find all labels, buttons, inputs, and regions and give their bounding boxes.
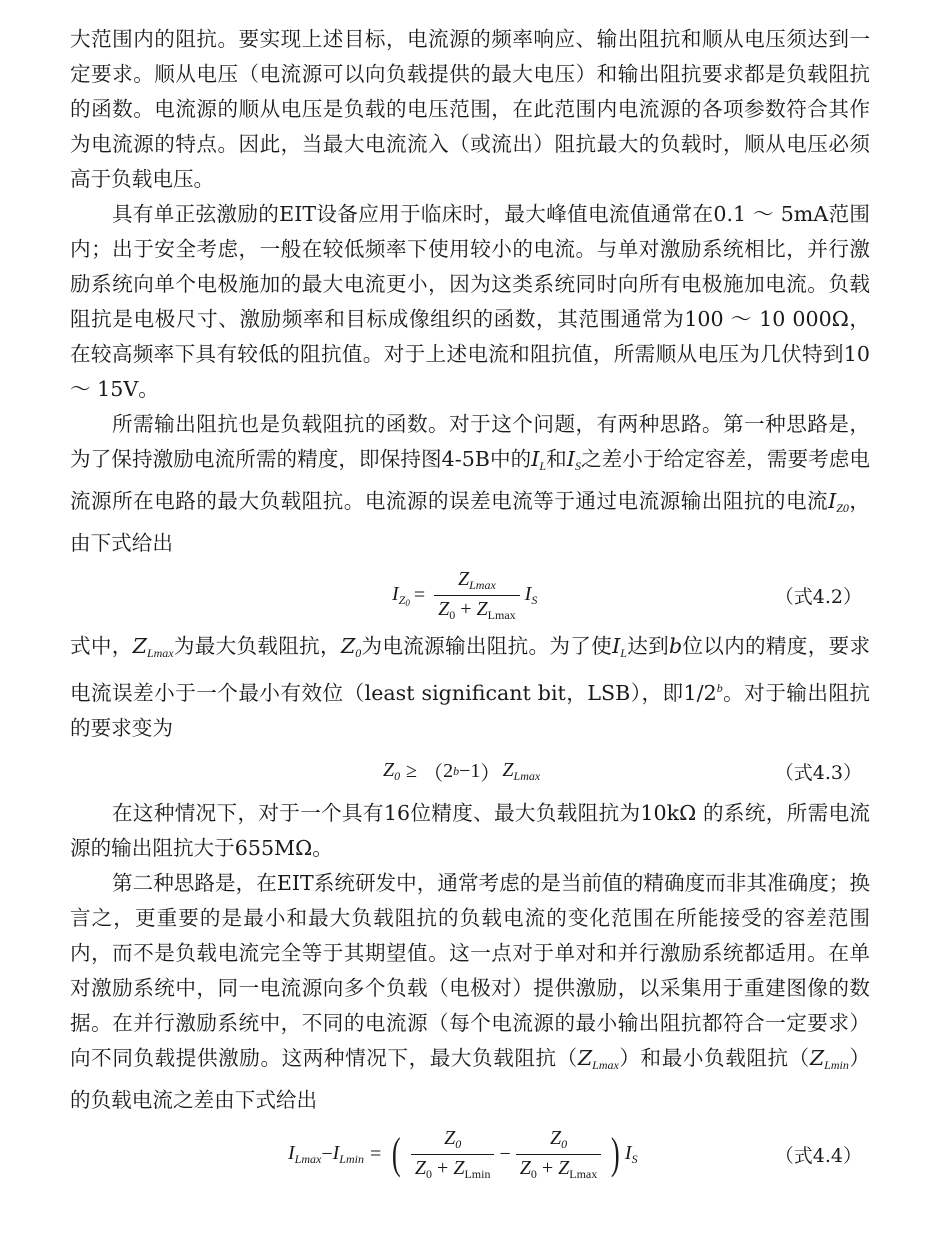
sym-I-L-2: $I_L$ bbox=[612, 634, 627, 660]
paragraph-6 bbox=[70, 866, 870, 1118]
equation-4-2 bbox=[70, 561, 870, 629]
p4-text-a: 式中， bbox=[70, 634, 133, 658]
eq44-minus-lhs: − bbox=[321, 1142, 333, 1165]
eq42-lhs: $I_{Z_0}$ bbox=[392, 582, 410, 608]
eq44-paren-open: ( bbox=[392, 1129, 401, 1178]
equation-number-4-4: （式4.4） bbox=[774, 1144, 862, 1167]
eq44-paren-close: ) bbox=[611, 1129, 620, 1178]
sym-Z-Lmin: $Z_{Lmin}$ bbox=[809, 1046, 849, 1072]
sym-Z0: $Z_0$ bbox=[340, 634, 362, 660]
p4-text-f: 。对于输出阻抗的要求变为 bbox=[70, 681, 871, 740]
paragraph-1: 大范围内的阻抗。要实现上述目标，电流源的频率响应、输出阻抗和顺从电压须达到一定要求。顺从电压（电流源可以向负载提供的最大电压）和输出阻抗要求都是负载阻抗的函数。电流源的顺从电压是负载的电压范围，在此范围内电流源的各项参数符合其作为电流源的特点。因此，当最大电流流入（或流出）阻抗最大的负载时，顺从电压必须高于负载电压。 bbox=[70, 27, 870, 191]
p4-text-e: 位以内的精度，要求电流误差小于一个最小有效位（least significant bit，LSB），即1/2 bbox=[70, 634, 871, 705]
eq42-equals: = bbox=[413, 583, 426, 606]
eq44-rhs-IS: $I_S$ bbox=[624, 1141, 638, 1166]
p6-text-b: ）和最小负载阻抗（ bbox=[618, 1046, 810, 1070]
equation-number-4-2: （式4.2） bbox=[774, 585, 862, 608]
eq44-equals: = bbox=[369, 1142, 382, 1165]
paragraph-5: 在这种情况下，对于一个具有16位精度、最大负载阻抗为10kΩ 的系统，所需电流源的输出阻抗大于655MΩ。 bbox=[70, 801, 870, 860]
p4-text-d: 达到 bbox=[626, 634, 669, 658]
sym-Z-Lmax-2: $Z_{Lmax}$ bbox=[577, 1046, 619, 1072]
sym-Z-Lmax: $Z_{Lmax}$ bbox=[132, 634, 174, 660]
eq44-lhs-Lmin: $I_{Lmin}$ bbox=[332, 1141, 364, 1166]
eq43-base: 2 bbox=[443, 759, 454, 782]
eq43-geq: ≥ bbox=[406, 759, 418, 782]
document-page bbox=[70, 22, 870, 1190]
sym-I-L: $I_L$ bbox=[531, 447, 547, 473]
p3-text-d: ，由下式给出 bbox=[70, 489, 870, 555]
p6-text-c: ）的负载电流之差由下式给出 bbox=[70, 1046, 871, 1112]
eq42-rhs-IS: $I_S$ bbox=[524, 582, 538, 607]
p3-text-c: 之差小于给定容差，需要考虑电流源所在电路的最大负载阻抗。电流源的误差电流等于通过电流源输出阻抗的电流 bbox=[70, 447, 871, 513]
eq43-exp: b bbox=[453, 763, 460, 778]
sym-sup-b: b bbox=[716, 681, 723, 695]
eq42-fraction: $\frac{Z_{Lmax}}{Z_0 + Z_{Lmax}}$ bbox=[434, 568, 520, 623]
p6-text-a: 第二种思路是，在EIT系统研发中，通常考虑的是当前值的精确度而非其准确度；换言之，更重要的是最小和最大负载阻抗的负载电流的变化范围在所能接受的容差范围内，而不是负载电流完全等于其期望值。这一点对于单对和并行激励系统都适用。在单对激励系统中，同一电流源向多个负载（电极对）提供激励，以采集用于重建图像的数据。在并行激励系统中，不同的电流源（每个电流源的最小输出阻抗都符合一定要求）向不同负载提供激励。这两种情况下，最大负载阻抗（ bbox=[70, 871, 870, 1070]
sym-I-Z0: $I_{Z0}$ bbox=[828, 489, 849, 515]
eq43-close: ） bbox=[480, 762, 501, 785]
sym-I-S: $I_S$ bbox=[566, 447, 581, 473]
paragraph-3 bbox=[70, 407, 870, 561]
paragraph-4 bbox=[70, 629, 870, 746]
paragraph-2: 具有单正弦激励的EIT设备应用于临床时，最大峰值电流值通常在0.1 ～ 5mA范围内；出于安全考虑，一般在较低频率下使用较小的电流。与单对激励系统相比，并行激励系统向单个电极施加的最大电流更小，因为这类系统同时向所有电极施加电流。负载阻抗是电极尺寸、激励频率和目标成像组织的函数，其范围通常为100 ～ 10 000Ω，在较高频率下具有较低的阻抗值。对于上述电流和阻抗值，所需顺从电压为几伏特到10 ～ 15V。 bbox=[70, 202, 870, 401]
p4-text-b: 为最大负载阻抗， bbox=[173, 634, 341, 658]
eq43-rhs: $Z_{Lmax}$ bbox=[502, 758, 541, 783]
equation-4-3 bbox=[70, 746, 870, 796]
equation-number-4-3: （式4.3） bbox=[774, 761, 862, 784]
equation-4-4 bbox=[70, 1118, 870, 1190]
sym-b: b bbox=[668, 634, 683, 658]
eq43-lhs: $Z_0$ bbox=[383, 758, 401, 783]
eq44-fraction-2: $\frac{Z_0}{Z_0 + Z_{Lmax}}$ bbox=[516, 1127, 602, 1182]
p4-text-c: 为电流源输出阻抗。为了使 bbox=[361, 634, 613, 658]
eq44-fraction-1: $\frac{Z_0}{Z_0 + Z_{Lmin}}$ bbox=[411, 1127, 495, 1182]
eq44-lhs-Lmax: $I_{Lmax}$ bbox=[288, 1141, 322, 1166]
p3-text-b: 和 bbox=[546, 447, 567, 471]
eq43-open: （ bbox=[423, 762, 444, 785]
eq43-minus1: −1 bbox=[459, 759, 481, 782]
eq44-minus: − bbox=[499, 1142, 511, 1165]
p3-text-a: 所需输出阻抗也是负载阻抗的函数。对于这个问题，有两种思路。第一种思路是，为了保持激励电流所需的精度，即保持图4-5B中的 bbox=[70, 412, 870, 471]
